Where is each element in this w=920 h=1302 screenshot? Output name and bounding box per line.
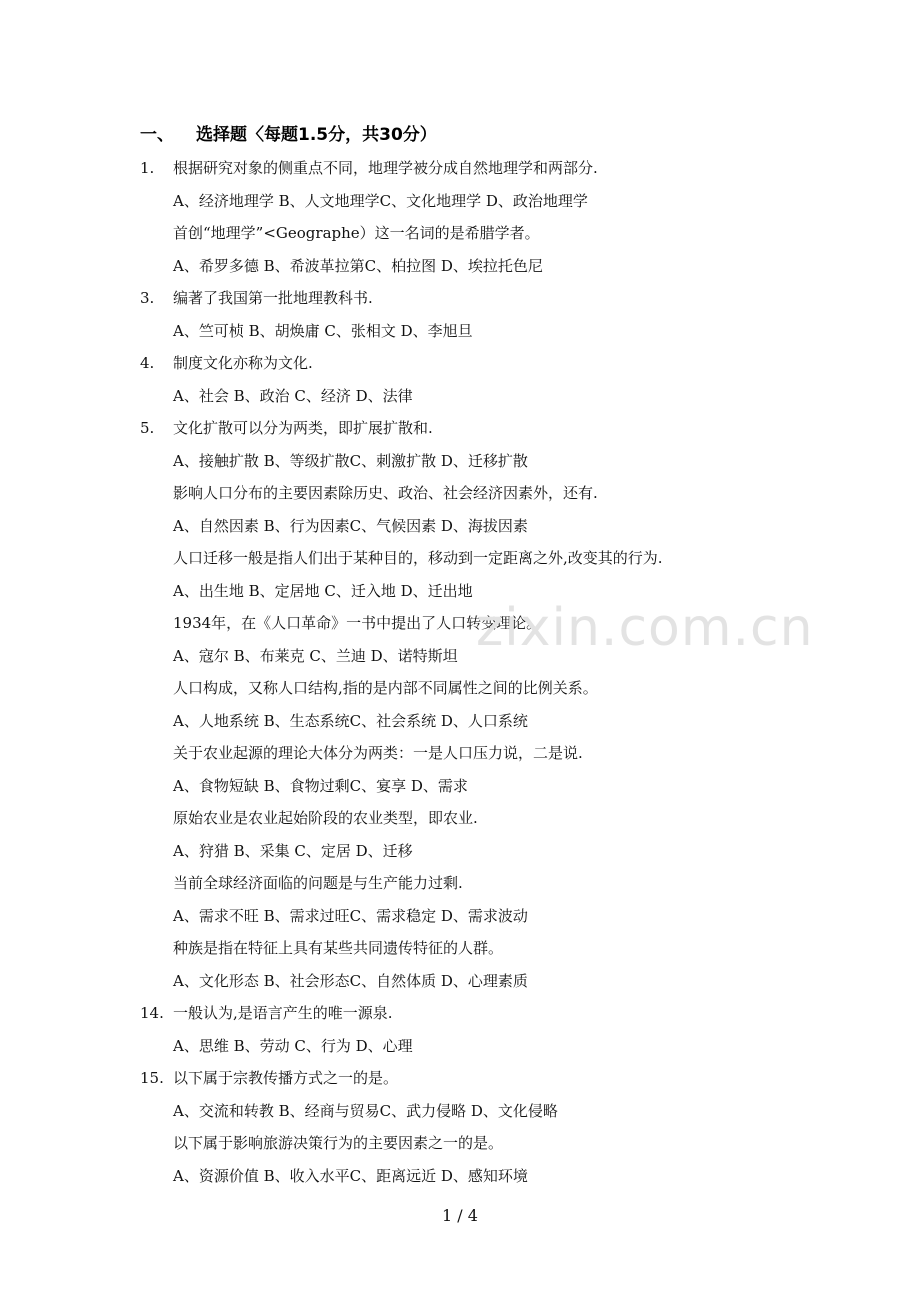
line-text: A、狩猎 B、采集 C、定居 D、迁移 [173,841,413,860]
line-text: A、接触扩散 B、等级扩散C、刺激扩散 D、迁移扩散 [173,451,528,470]
line-text: 种族是指在特征上具有某些共同遗传特征的人群。 [173,939,504,957]
line-text: A、出生地 B、定居地 C、迁入地 D、迁出地 [173,581,473,600]
line-text: A、食物短缺 B、食物过剩C、宴享 D、需求 [173,776,468,795]
option-line [140,477,780,510]
line-text: 首创“地理学”<Geographe）这一名词的是希腊学者。 [173,224,540,242]
line-text: 人口构成，又称人口结构,指的是内部不同属性之间的比例关系。 [173,679,598,697]
question-number: 4. [140,354,155,372]
option-line [140,770,780,803]
line-text: A、交流和转教 B、经商与贸易C、武力侵略 D、文化侵略 [173,1101,558,1120]
option-line [140,250,780,283]
line-text: 1934年，在《人口革命》一书中提出了人口转变理论。 [173,614,542,632]
option-line [140,1030,780,1063]
question-number: 5. [140,419,155,437]
option-line [140,445,780,478]
option-line [140,380,780,413]
option-line [140,867,780,900]
option-line [140,510,780,543]
question-number: 14. [140,1004,164,1022]
line-text: A、人地系统 B、生态系统C、社会系统 D、人口系统 [173,711,528,730]
option-line [140,932,780,965]
option-line [140,1160,780,1193]
option-line [140,705,780,738]
line-text: 人口迁移一般是指人们出于某种目的，移动到一定距离之外,改变其的行为. [173,549,663,567]
line-text: 关于农业起源的理论大体分为两类：一是人口压力说，二是说. [173,744,583,762]
option-line [140,1127,780,1160]
line-text: A、需求不旺 B、需求过旺C、需求稳定 D、需求波动 [173,906,528,925]
option-line [140,965,780,998]
line-text: A、思维 B、劳动 C、行为 D、心理 [173,1036,413,1055]
question-list [140,152,780,1192]
line-text: A、自然因素 B、行为因素C、气候因素 D、海拔因素 [173,516,528,535]
line-text: A、社会 B、政治 C、经济 D、法律 [173,386,413,405]
question-line [140,282,780,315]
option-line [140,217,780,250]
option-line [140,185,780,218]
line-text: 原始农业是农业起始阶段的农业类型，即农业. [173,809,478,827]
line-text: 文化扩散可以分为两类，即扩展扩散和. [173,419,433,437]
line-text: 制度文化亦称为文化. [173,354,313,372]
option-line [140,835,780,868]
question-line [140,997,780,1030]
line-text: A、竺可桢 B、胡焕庸 C、张相文 D、李旭旦 [173,321,473,340]
question-number: 1. [140,159,155,177]
question-number: 3. [140,289,155,307]
line-text: 根据研究对象的侧重点不同，地理学被分成自然地理学和两部分. [173,159,598,177]
watermark: zixin.com.cn [476,598,814,658]
page-number: 1 / 4 [442,1206,478,1225]
question-line [140,347,780,380]
section-number: 一、 [140,125,174,145]
question-line [140,1062,780,1095]
line-text: 一般认为,是语言产生的唯一源泉. [173,1004,393,1022]
line-text: A、文化形态 B、社会形态C、自然体质 D、心理素质 [173,971,528,990]
option-line [140,737,780,770]
option-line [140,802,780,835]
question-line [140,412,780,445]
line-text: A、寇尔 B、布莱克 C、兰迪 D、诺特斯坦 [173,646,458,665]
question-number: 15. [140,1069,164,1087]
line-text: 以下属于影响旅游决策行为的主要因素之一的是。 [173,1134,504,1152]
question-line [140,152,780,185]
line-text: A、资源价值 B、收入水平C、距离远近 D、感知环境 [173,1166,528,1185]
option-line [140,900,780,933]
line-text: 以下属于宗教传播方式之一的是。 [173,1069,399,1087]
option-line [140,1095,780,1128]
line-text: 影响人口分布的主要因素除历史、政治、社会经济因素外，还有. [173,484,598,502]
line-text: A、希罗多德 B、希波革拉第C、柏拉图 D、埃拉托色尼 [173,256,543,275]
line-text: 编著了我国第一批地理教科书. [173,289,373,307]
section-title: 选择题〈每题1.5分，共30分） [196,125,437,145]
option-line [140,315,780,348]
option-line [140,542,780,575]
section-heading [140,120,437,145]
option-line [140,672,780,705]
line-text: A、经济地理学 B、人文地理学C、文化地理学 D、政治地理学 [173,191,588,210]
line-text: 当前全球经济面临的问题是与生产能力过剩. [173,874,463,892]
